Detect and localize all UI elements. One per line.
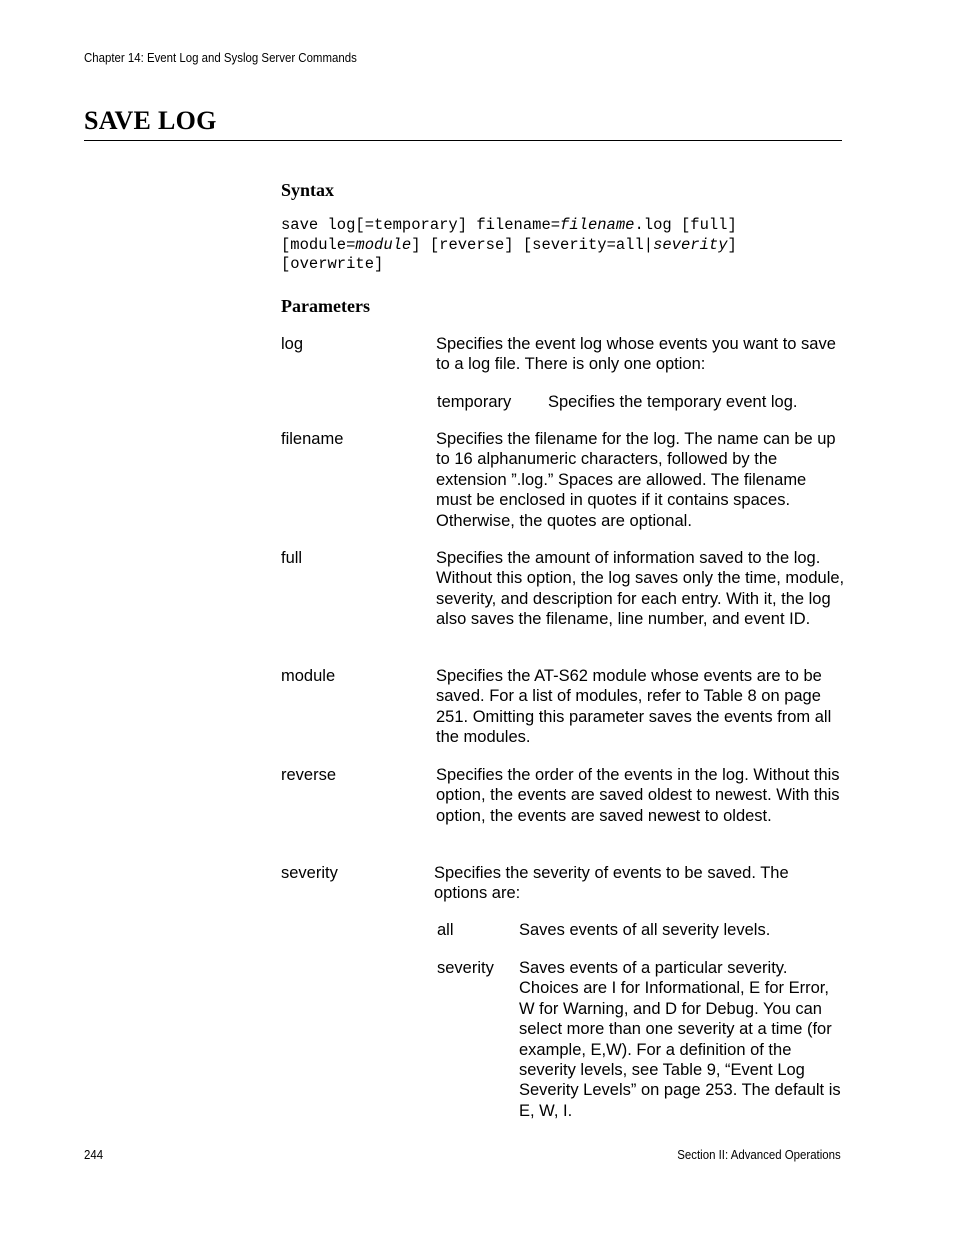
syntax-line-3: [overwrite] (281, 255, 384, 273)
option-term-severity: severity (437, 959, 494, 977)
option-desc-temporary: Specifies the temporary event log. (548, 393, 798, 411)
syntax-variable: filename (560, 216, 635, 234)
syntax-block (281, 216, 737, 275)
syntax-variable: module (355, 235, 412, 254)
title-rule (84, 140, 842, 141)
param-term-log: log (281, 335, 304, 353)
option-term-all: all (437, 921, 454, 939)
option-desc-all: Saves events of all severity levels. (519, 921, 771, 939)
syntax-line-2 (281, 236, 737, 256)
param-desc-log: Specifies the event log whose events you want to save to a log file. There is only one option: (436, 335, 836, 374)
parameters-heading: Parameters (281, 296, 370, 316)
option-desc-severity: Saves events of a particular severity. Choices are I for Informational, E for Error, W for Warning, and D for Debug. You can select more than one severity at a time (for example, E,W). For a definition of the severity levels, see Table 9, “Event Log Severity Levels” on page 253. The default is E, W, I. (519, 959, 841, 1120)
param-desc-reverse: Specifies the order of the events in the log. Without this option, the events are saved oldest to newest. With this option, the events are saved newest to oldest. (436, 766, 840, 825)
param-term-reverse: reverse (281, 766, 337, 784)
running-header: Chapter 14: Event Log and Syslog Server Commands (84, 50, 357, 65)
param-term-module: module (281, 667, 336, 685)
param-desc-severity: Specifies the severity of events to be saved. The options are: (434, 864, 789, 903)
param-term-filename: filename (281, 430, 344, 448)
syntax-line-1 (281, 216, 737, 236)
page-number: 244 (84, 1147, 104, 1162)
param-desc-filename: Specifies the filename for the log. The name can be up to 16 alphanumeric characters, followed by the extension ”.log.” Spaces are allowed. The filename must be enclosed in quotes if it contains spaces. Otherwise, the quotes are optional. (436, 430, 836, 530)
option-term-temporary: temporary (437, 393, 512, 411)
param-desc-full: Specifies the amount of information saved to the log. Without this option, the log saves only the time, module, severity, and description for each entry. With it, the log also saves the filename, line number, and event ID. (436, 549, 845, 629)
param-term-severity: severity (281, 864, 338, 882)
param-term-full: full (281, 549, 303, 567)
syntax-text: ] (727, 235, 737, 254)
syntax-text: [module= (281, 235, 356, 254)
syntax-text: .log [full] (634, 216, 737, 234)
syntax-text: ] [reverse] [severity=all| (411, 235, 654, 254)
syntax-text: save log[=temporary] filename= (281, 216, 561, 234)
syntax-heading: Syntax (281, 180, 335, 200)
syntax-variable: severity (653, 235, 728, 254)
param-desc-module: Specifies the AT-S62 module whose events are to be saved. For a list of modules, refer to Table 8 on page 251. Omitting this parameter saves the events from all the modules. (436, 667, 832, 747)
page-title: SAVE LOG (84, 106, 217, 135)
section-footer: Section II: Advanced Operations (677, 1147, 841, 1162)
